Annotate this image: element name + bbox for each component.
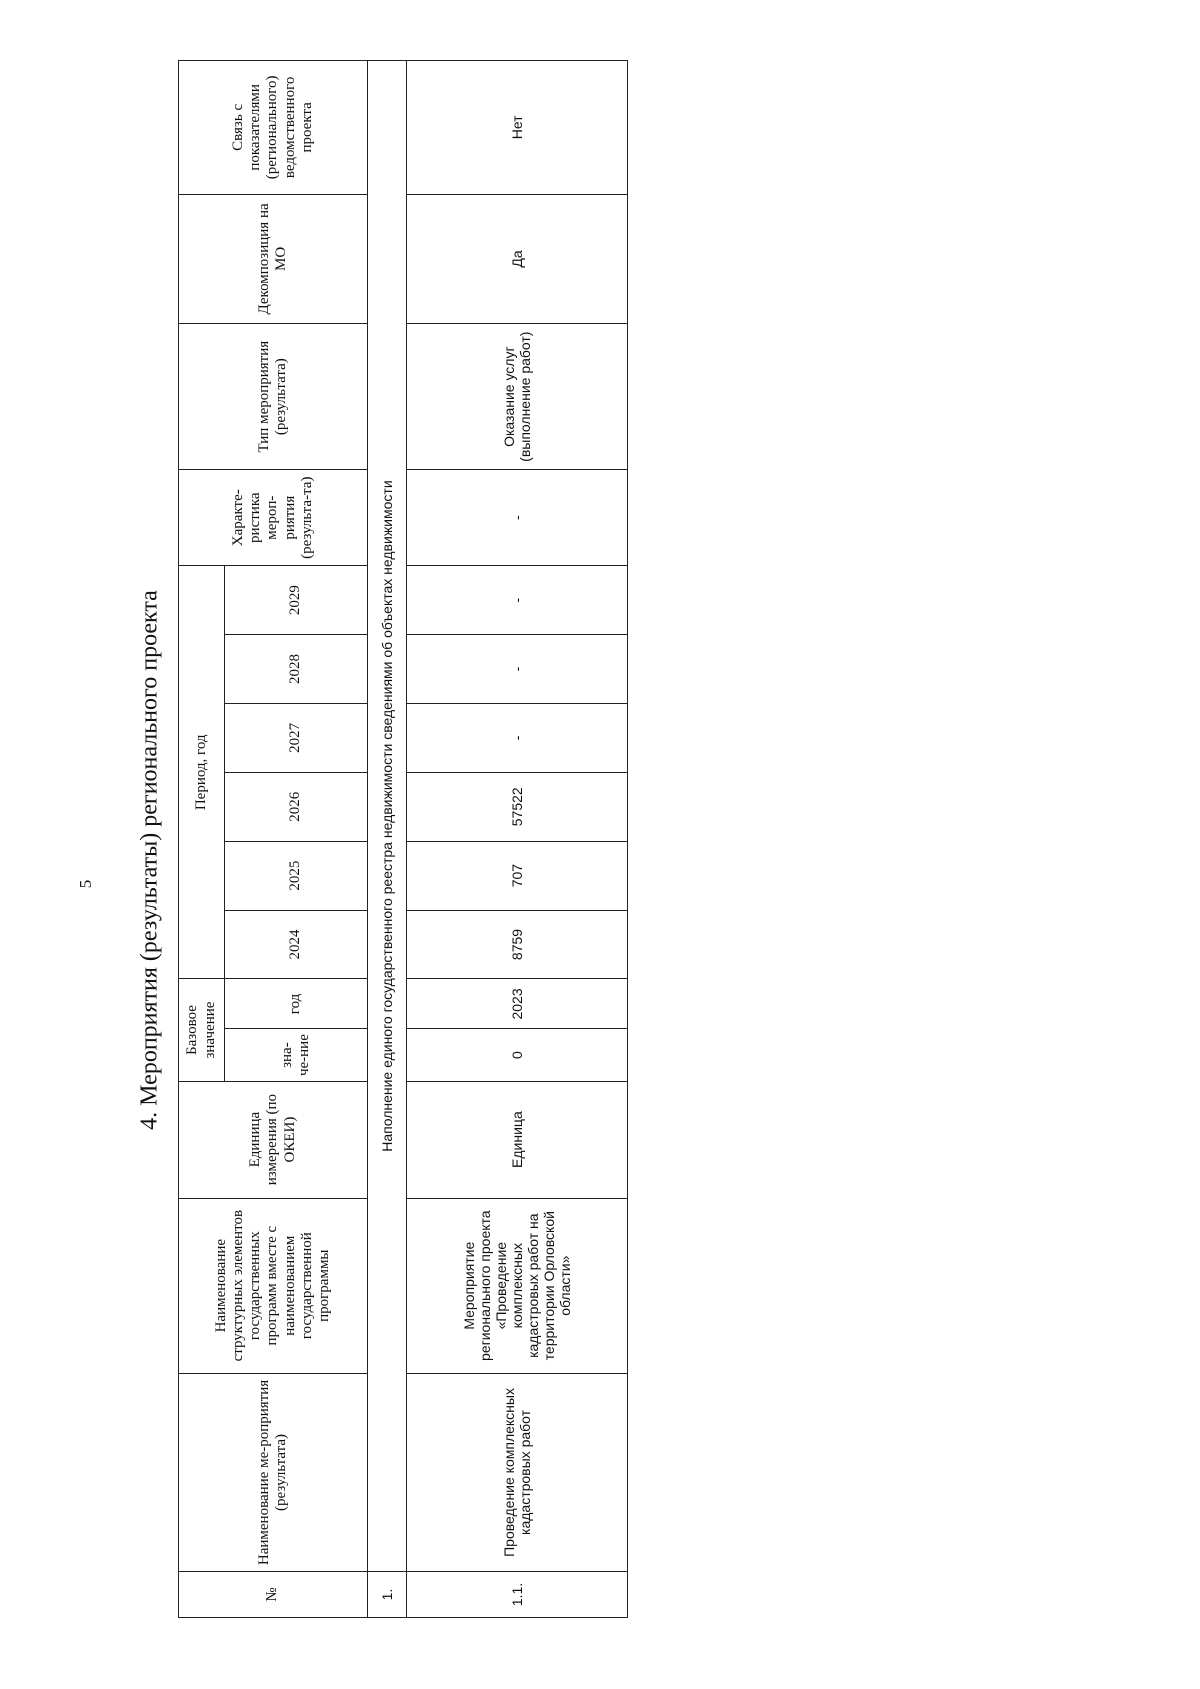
measures-table [178, 60, 628, 1618]
measures-table-container [178, 60, 628, 1618]
header-type: Тип мероприятия (результата) [179, 324, 368, 470]
header-name: Наименование ме-роприятия (результата) [179, 1373, 368, 1571]
row-decomposition: Да [406, 194, 627, 323]
row-value-2024: 8759 [406, 910, 627, 979]
header-base-value: зна-че-ние [225, 1029, 368, 1081]
row-value-2025: 707 [406, 841, 627, 910]
header-unit: Единица измерения (по ОКЕИ) [179, 1081, 368, 1198]
group-text: Наполнение единого государственного реестра недвижимости сведениями об объектах недвижимости [367, 61, 406, 1572]
row-type: Оказание услуг (выполнение работ) [406, 324, 627, 470]
header-year-2024: 2024 [225, 910, 368, 979]
row-characteristic: - [406, 470, 627, 566]
section-title: 4. Мероприятия (результаты) регионального проекта [136, 590, 163, 1130]
row-structural: Мероприятие регионального проекта «Проведение комплексных кадастровых работ на территории Орловской области» [406, 1198, 627, 1373]
group-num: 1. [367, 1572, 406, 1618]
header-num: № [179, 1572, 368, 1618]
header-link: Связь с показателями (регионального) ведомственного проекта [179, 61, 368, 195]
page-number: 5 [76, 879, 95, 889]
row-value-2029: - [406, 566, 627, 635]
header-year-2025: 2025 [225, 841, 368, 910]
header-year-2026: 2026 [225, 772, 368, 841]
row-value-2028: - [406, 635, 627, 704]
header-period: Период, год [179, 566, 225, 979]
header-characteristic: Характе-ристика мероп-риятия (результа-та) [179, 470, 368, 566]
row-base-value: 0 [406, 1029, 627, 1081]
header-decomposition: Декомпозиция на МО [179, 194, 368, 323]
row-unit: Единица [406, 1081, 627, 1198]
header-year-2028: 2028 [225, 635, 368, 704]
row-num: 1.1. [406, 1572, 627, 1618]
header-structural: Наименование структурных элементов государственных программ вместе с наименованием государственной программы [179, 1198, 368, 1373]
header-base-year: год [225, 979, 368, 1029]
row-name: Проведение комплексных кадастровых работ [406, 1373, 627, 1571]
header-year-2029: 2029 [225, 566, 368, 635]
header-base: Базовое значение [179, 979, 225, 1081]
row-value-2026: 57522 [406, 772, 627, 841]
row-link: Нет [406, 61, 627, 195]
header-year-2027: 2027 [225, 703, 368, 772]
row-base-year: 2023 [406, 979, 627, 1029]
row-value-2027: - [406, 703, 627, 772]
